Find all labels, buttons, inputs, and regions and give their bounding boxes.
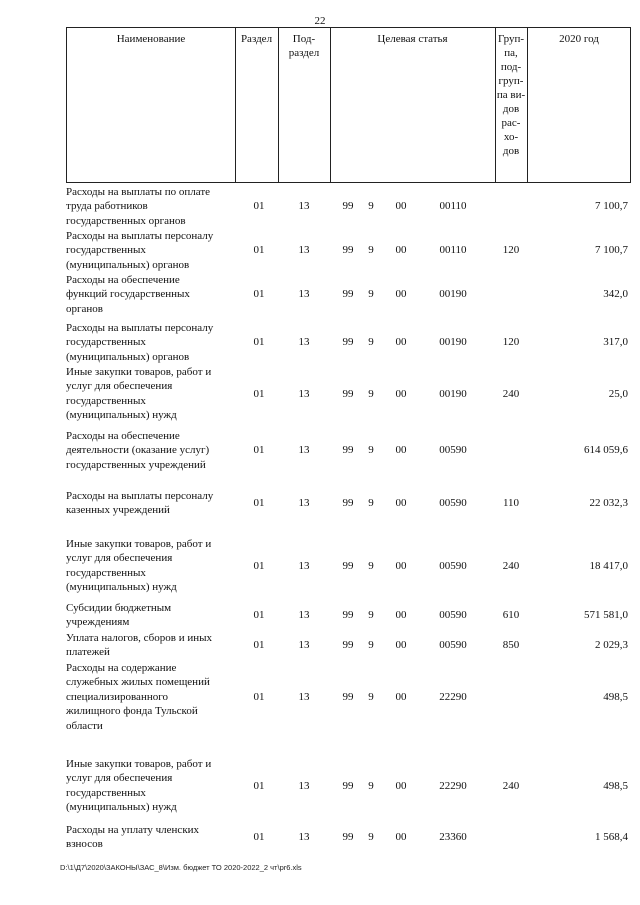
- row-razdel: 01: [253, 444, 265, 457]
- row-podrazdel: 13: [298, 200, 310, 213]
- header-group-line: груп-: [498, 75, 524, 87]
- row-razdel: 01: [253, 497, 265, 510]
- row-target-part2: 9: [368, 609, 374, 622]
- row-expense-type: 120: [502, 336, 520, 349]
- row-podrazdel: 13: [298, 497, 310, 510]
- row-target-part1: 99: [342, 559, 354, 572]
- row-name: [66, 537, 241, 595]
- row-target-part2: 9: [368, 444, 374, 457]
- row-amount: 22 032,3: [589, 497, 628, 510]
- row-razdel: 01: [253, 200, 265, 213]
- row-target-part3: 00: [395, 690, 407, 703]
- row-name-line: деятельности (оказание услуг): [66, 444, 210, 457]
- row-name: [66, 365, 241, 423]
- row-podrazdel: 13: [298, 444, 310, 457]
- row-target-part1: 99: [342, 690, 354, 703]
- row-name-line: Расходы на обеспечение: [66, 430, 180, 442]
- row-razdel: 01: [253, 387, 265, 400]
- row-target-part3: 00: [395, 444, 407, 457]
- row-name: [66, 229, 241, 272]
- row-razdel: 01: [253, 690, 265, 703]
- row-name: [66, 273, 241, 316]
- row-razdel: 01: [253, 336, 265, 349]
- row-target-part3: 00: [395, 831, 407, 844]
- row-target-part1: 99: [342, 639, 354, 652]
- row-podrazdel: 13: [298, 559, 310, 572]
- row-target-part2: 9: [368, 200, 374, 213]
- row-amount: 498,5: [603, 779, 628, 792]
- row-name: [66, 321, 241, 364]
- row-name-line: казенных учреждений: [66, 504, 170, 517]
- row-target-part2: 9: [368, 497, 374, 510]
- row-name-line: (муниципальных) органов: [66, 350, 190, 363]
- row-name-line: Расходы на содержание: [66, 662, 177, 674]
- row-name-line: Субсидии бюджетным: [66, 602, 172, 614]
- row-target-part2: 9: [368, 244, 374, 257]
- row-target-part1: 99: [342, 336, 354, 349]
- row-name-line: государственных учреждений: [66, 458, 206, 471]
- row-target-part4: 00110: [439, 200, 467, 213]
- row-podrazdel: 13: [298, 831, 310, 844]
- row-name-line: государственных: [66, 336, 146, 349]
- row-target-part2: 9: [368, 639, 374, 652]
- row-podrazdel: 13: [298, 244, 310, 257]
- page-number: 22: [314, 15, 326, 27]
- header-group-line: Груп-: [497, 33, 525, 45]
- row-target-part3: 00: [395, 288, 407, 301]
- row-razdel: 01: [253, 639, 265, 652]
- row-target-part1: 99: [342, 609, 354, 622]
- header-name: Наименование: [116, 33, 186, 45]
- row-name-line: Иные закупки товаров, работ и: [66, 758, 212, 770]
- row-amount: 7 100,7: [595, 244, 628, 257]
- table-header: [66, 27, 631, 183]
- row-name-line: труда работников: [66, 200, 148, 213]
- row-podrazdel: 13: [298, 288, 310, 301]
- row-name-line: жилищного фонда Тульской: [66, 705, 198, 718]
- header-group-line: рас-: [501, 117, 521, 129]
- header-podrazdel-line1: Под-: [292, 33, 316, 45]
- row-name-line: взносов: [66, 838, 103, 851]
- row-target-part3: 00: [395, 639, 407, 652]
- header-target-article: Целевая статья: [377, 33, 448, 45]
- row-podrazdel: 13: [298, 387, 310, 400]
- row-target-part2: 9: [368, 336, 374, 349]
- row-name-line: Расходы на выплаты персоналу: [66, 230, 214, 242]
- row-name-line: платежей: [66, 646, 110, 659]
- row-amount: 2 029,3: [595, 639, 628, 652]
- row-target-part1: 99: [342, 444, 354, 457]
- row-target-part3: 00: [395, 609, 407, 622]
- row-target-part4: 22290: [439, 690, 467, 703]
- row-target-part3: 00: [395, 559, 407, 572]
- row-name: [66, 185, 241, 228]
- row-name-line: Расходы на уплату членских: [66, 824, 200, 836]
- row-amount: 614 059,6: [584, 444, 628, 457]
- row-target-part1: 99: [342, 244, 354, 257]
- row-name-line: Иные закупки товаров, работ и: [66, 366, 212, 378]
- row-target-part4: 00110: [439, 244, 467, 257]
- header-group: [495, 32, 527, 158]
- row-target-part4: 00590: [439, 444, 467, 457]
- row-name-line: служебных жилых помещений: [66, 676, 210, 689]
- row-amount: 7 100,7: [595, 200, 628, 213]
- row-podrazdel: 13: [298, 609, 310, 622]
- row-razdel: 01: [253, 609, 265, 622]
- row-target-part4: 23360: [439, 831, 467, 844]
- file-path-footer: D:\1\Д7\2020\ЗАКОНЫ\ЗАС_8\Изм. бюджет ТО 2020-2022_2 чт\pr6.xls: [60, 863, 302, 872]
- row-target-part3: 00: [395, 244, 407, 257]
- row-name-line: Уплата налогов, сборов и иных: [66, 632, 213, 644]
- row-target-part4: 00590: [439, 639, 467, 652]
- row-name-line: (муниципальных) органов: [66, 258, 190, 271]
- row-name-line: государственных: [66, 394, 146, 407]
- row-name-line: государственных: [66, 566, 146, 579]
- row-name-line: государственных: [66, 244, 146, 257]
- row-amount: 317,0: [603, 336, 628, 349]
- row-target-part3: 00: [395, 497, 407, 510]
- row-expense-type: 850: [502, 639, 520, 652]
- row-target-part1: 99: [342, 200, 354, 213]
- row-expense-type: 610: [502, 609, 520, 622]
- row-name-line: функций государственных: [66, 288, 190, 301]
- row-razdel: 01: [253, 779, 265, 792]
- row-name: [66, 489, 241, 518]
- row-target-part3: 00: [395, 200, 407, 213]
- row-podrazdel: 13: [298, 690, 310, 703]
- header-year: 2020 год: [559, 33, 599, 45]
- row-name: [66, 601, 241, 630]
- row-name-line: услуг для обеспечения: [66, 380, 173, 393]
- row-expense-type: 240: [502, 559, 520, 572]
- row-amount: 25,0: [608, 387, 628, 400]
- row-target-part2: 9: [368, 559, 374, 572]
- row-target-part3: 00: [395, 779, 407, 792]
- row-target-part4: 00590: [439, 559, 467, 572]
- header-podrazdel-line2: раздел: [288, 47, 320, 59]
- row-name-line: государственных: [66, 786, 146, 799]
- row-target-part2: 9: [368, 387, 374, 400]
- row-target-part4: 00190: [439, 387, 467, 400]
- row-target-part4: 00190: [439, 288, 467, 301]
- row-name: [66, 823, 241, 852]
- header-group-line: па ви-: [496, 89, 526, 101]
- row-razdel: 01: [253, 831, 265, 844]
- row-name-line: Расходы на обеспечение: [66, 274, 180, 286]
- row-name: [66, 429, 241, 472]
- row-name-line: (муниципальных) нужд: [66, 801, 177, 814]
- header-group-line: хо-: [503, 131, 519, 143]
- row-name: [66, 661, 241, 733]
- row-expense-type: 120: [502, 244, 520, 257]
- row-razdel: 01: [253, 244, 265, 257]
- row-target-part1: 99: [342, 779, 354, 792]
- row-podrazdel: 13: [298, 779, 310, 792]
- row-target-part2: 9: [368, 831, 374, 844]
- row-podrazdel: 13: [298, 336, 310, 349]
- row-amount: 18 417,0: [589, 559, 628, 572]
- header-group-line: па,: [504, 47, 518, 59]
- row-name-line: органов: [66, 302, 103, 315]
- row-amount: 571 581,0: [584, 609, 628, 622]
- header-podrazdel: [278, 32, 330, 60]
- row-expense-type: 240: [502, 779, 520, 792]
- row-podrazdel: 13: [298, 639, 310, 652]
- row-target-part3: 00: [395, 387, 407, 400]
- row-name-line: услуг для обеспечения: [66, 772, 173, 785]
- row-name-line: государственных органов: [66, 214, 186, 227]
- row-target-part2: 9: [368, 779, 374, 792]
- row-name-line: (муниципальных) нужд: [66, 581, 177, 594]
- row-amount: 1 568,4: [595, 831, 628, 844]
- row-target-part2: 9: [368, 288, 374, 301]
- row-name-line: учреждениям: [66, 616, 130, 629]
- row-name-line: услуг для обеспечения: [66, 552, 173, 565]
- row-target-part2: 9: [368, 690, 374, 703]
- header-group-line: под-: [500, 61, 522, 73]
- row-name: [66, 757, 241, 815]
- row-name-line: (муниципальных) нужд: [66, 409, 177, 422]
- row-name-line: специализированного: [66, 690, 168, 703]
- row-amount: 498,5: [603, 690, 628, 703]
- row-name-line: Расходы на выплаты персоналу: [66, 322, 214, 334]
- row-target-part4: 00590: [439, 497, 467, 510]
- row-target-part1: 99: [342, 831, 354, 844]
- header-group-line: дов: [502, 103, 520, 115]
- row-expense-type: 240: [502, 387, 520, 400]
- row-razdel: 01: [253, 559, 265, 572]
- row-name-line: Иные закупки товаров, работ и: [66, 538, 212, 550]
- row-target-part4: 00190: [439, 336, 467, 349]
- row-target-part1: 99: [342, 497, 354, 510]
- row-amount: 342,0: [603, 288, 628, 301]
- row-name-line: Расходы на выплаты по оплате: [66, 186, 211, 198]
- row-razdel: 01: [253, 288, 265, 301]
- header-razdel: Раздел: [240, 33, 273, 45]
- row-name-line: области: [66, 719, 103, 732]
- row-target-part1: 99: [342, 288, 354, 301]
- row-target-part3: 00: [395, 336, 407, 349]
- row-expense-type: 110: [502, 497, 520, 510]
- row-target-part4: 22290: [439, 779, 467, 792]
- row-target-part1: 99: [342, 387, 354, 400]
- row-name: [66, 631, 241, 660]
- row-target-part4: 00590: [439, 609, 467, 622]
- header-group-line: дов: [502, 145, 520, 157]
- row-name-line: Расходы на выплаты персоналу: [66, 490, 214, 502]
